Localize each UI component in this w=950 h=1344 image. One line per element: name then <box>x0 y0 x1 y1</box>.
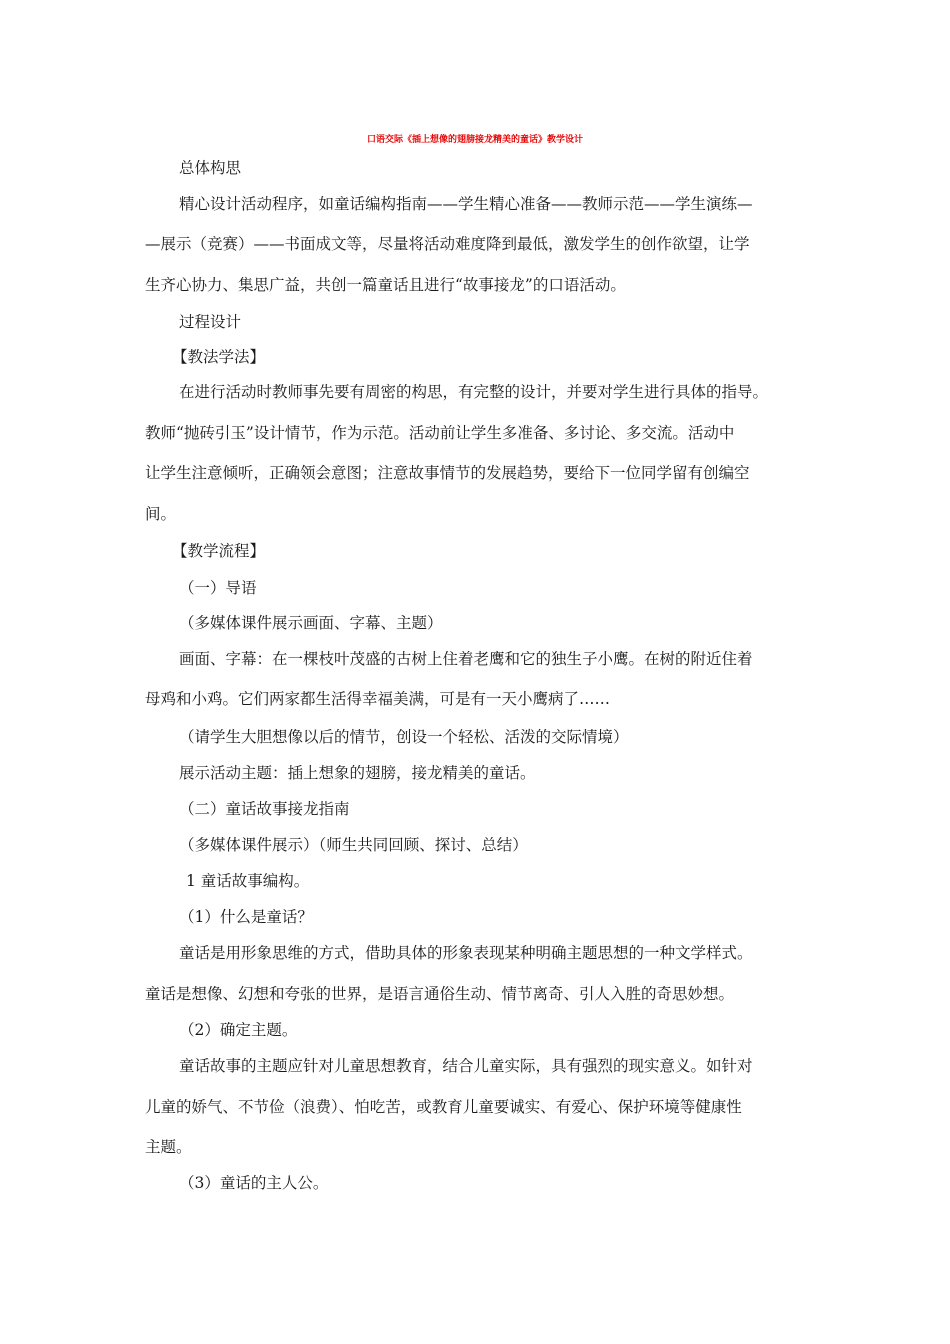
paragraph-line: （2）确定主题。 <box>179 1021 298 1039</box>
paragraph-line: （1）什么是童话？ <box>179 908 313 926</box>
paragraph-line: 生齐心协力、集思广益，共创一篇童话且进行“故事接龙”的口语活动。 <box>145 276 626 294</box>
paragraph-line: （3）童话的主人公。 <box>179 1174 329 1192</box>
paragraph-line: 童话是想像、幻想和夸张的世界，是语言通俗生动、情节离奇、引人入胜的奇思妙想。 <box>145 985 735 1003</box>
paragraph-line: 主题。 <box>145 1138 192 1156</box>
paragraph-line: （多媒体课件展示）（师生共同回顾、探讨、总结） <box>179 836 528 854</box>
paragraph-line: 1 童话故事编构。 <box>186 872 310 890</box>
paragraph-line: —展示（竞赛）——书面成文等，尽量将活动难度降到最低，激发学生的创作欲望，让学 <box>145 235 750 253</box>
paragraph-line: 母鸡和小鸡。它们两家都生活得幸福美满，可是有一天小鹰病了…… <box>145 690 611 708</box>
paragraph-line: 童话是用形象思维的方式，借助具体的形象表现某种明确主题思想的一种文学样式。 <box>179 944 753 962</box>
subheading-intro: （一）导语 <box>179 579 257 597</box>
paragraph-line: 画面、字幕：在一棵枝叶茂盛的古树上住着老鹰和它的独生子小鹰。在树的附近住着 <box>179 650 753 668</box>
paragraph-line: 教师“抛砖引玉”设计情节，作为示范。活动前让学生多准备、多讨论、多交流。活动中 <box>145 424 735 442</box>
paragraph-line: 展示活动主题：插上想象的翅膀，接龙精美的童话。 <box>179 764 536 782</box>
paragraph-line: （多媒体课件展示画面、字幕、主题） <box>179 614 443 632</box>
subheading-guide: （二）童话故事接龙指南 <box>179 800 350 818</box>
heading-teaching-flow: 【教学流程】 <box>172 542 266 560</box>
paragraph-line: 在进行活动时教师事先要有周密的构思，有完整的设计，并要对学生进行具体的指导。 <box>179 383 769 401</box>
paragraph-line: 儿童的娇气、不节俭（浪费）、怕吃苦，或教育儿童要诚实、有爱心、保护环境等健康性 <box>145 1098 742 1116</box>
paragraph-line: 精心设计活动程序，如童话编构指南——学生精心准备——教师示范——学生演练— <box>179 195 753 213</box>
paragraph-line: （请学生大胆想像以后的情节，创设一个轻松、活泼的交际情境） <box>179 728 629 746</box>
document-title: 口语交际《插上想像的翅膀接龙精美的童话》教学设计 <box>366 135 583 145</box>
paragraph-line: 让学生注意倾听，正确领会意图；注意故事情节的发展趋势，要给下一位同学留有创编空 <box>145 464 750 482</box>
paragraph-line: 间。 <box>145 505 177 523</box>
paragraph-line: 童话故事的主题应针对儿童思想教育，结合儿童实际，具有强烈的现实意义。如针对 <box>179 1057 753 1075</box>
heading-teaching-method: 【教法学法】 <box>172 348 266 366</box>
heading-process-design: 过程设计 <box>179 313 242 331</box>
heading-overall-concept: 总体构思 <box>179 159 242 177</box>
